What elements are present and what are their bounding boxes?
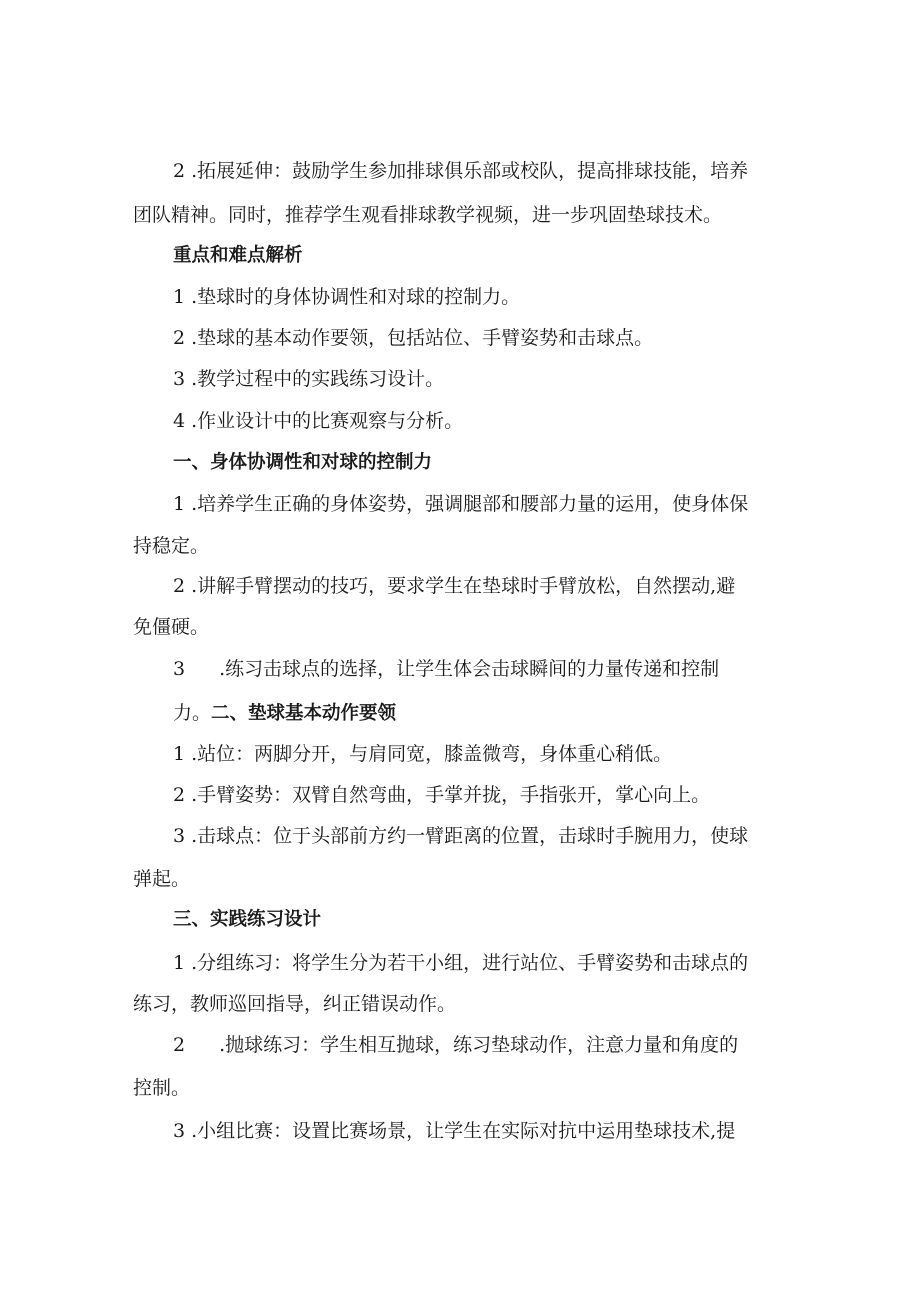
section-heading-key-points: 重点和难点解析 — [173, 245, 303, 266]
coordination-item-2-line1: 2 .讲解手臂摆动的技巧，要求学生在垫球时手臂放松，自然摆动,避 — [173, 575, 736, 597]
practice-item-1-line1: 1 .分组练习：将学生分为若干小组，进行站位、手臂姿势和击球点的 — [173, 952, 749, 974]
key-point-1: 1 .垫球时的身体协调性和对球的控制力。 — [173, 286, 521, 308]
basics-item-3-line2: 弹起。 — [133, 868, 191, 890]
section-heading-two: 二、垫球基本动作要领 — [211, 703, 397, 724]
section-heading-three: 三、实践练习设计 — [173, 909, 322, 930]
key-point-4: 4 .作业设计中的比赛观察与分析。 — [173, 410, 464, 432]
coordination-item-1-line1: 1 .培养学生正确的身体姿势，强调腿部和腰部力量的运用，使身体保 — [173, 493, 749, 515]
key-point-3: 3 .教学过程中的实践练习设计。 — [173, 368, 445, 390]
practice-item-1-line2: 练习，教师巡回指导，纠正错误动作。 — [133, 993, 457, 1015]
paragraph-extension-line1: 2 .拓展延伸：鼓励学生参加排球俱乐部或校队，提高排球技能，培养 — [173, 160, 749, 182]
section-heading-one: 一、身体协调性和对球的控制力 — [173, 452, 433, 473]
coordination-item-1-line2: 持稳定。 — [133, 535, 210, 557]
coordination-item-3-line1: 3 .练习击球点的选择，让学生体会击球瞬间的力量传递和控制 — [173, 658, 720, 680]
basics-item-1: 1 .站位：两脚分开，与肩同宽，膝盖微弯，身体重心稍低。 — [173, 743, 673, 765]
basics-item-3-line1: 3 .击球点：位于头部前方约一臂距离的位置，击球时手腕用力，使球 — [173, 825, 749, 847]
practice-item-3-line1: 3 .小组比赛：设置比赛场景，让学生在实际对抗中运用垫球技术,提 — [173, 1120, 736, 1142]
practice-item-2-line1: 2 .抛球练习：学生相互抛球，练习垫球动作，注意力量和角度的 — [173, 1034, 739, 1056]
basics-item-2: 2 .手臂姿势：双臂自然弯曲，手掌并拢，手指张开，掌心向上。 — [173, 784, 711, 806]
coordination-item-3-line2-and-heading-two: 力。二、垫球基本动作要领 — [173, 702, 397, 724]
paragraph-extension-line2: 团队精神。同时，推荐学生观看排球教学视频，进一步巩固垫球技术。 — [133, 204, 723, 226]
practice-item-2-line2: 控制。 — [133, 1077, 191, 1099]
key-point-2: 2 .垫球的基本动作要领，包括站位、手臂姿势和击球点。 — [173, 327, 654, 349]
coordination-item-2-line2: 免僵硬。 — [133, 616, 210, 638]
